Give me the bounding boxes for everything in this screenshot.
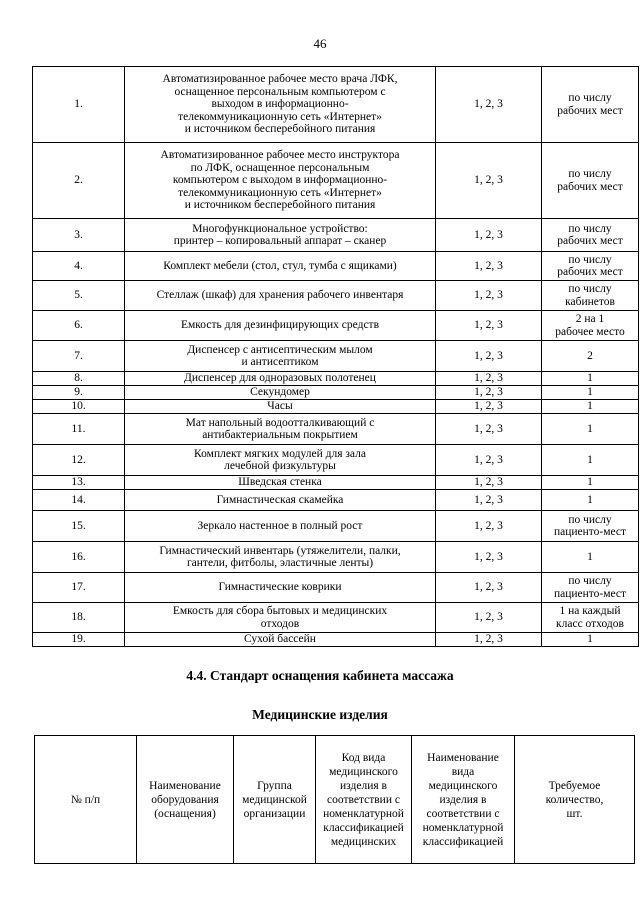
organization-group: 1, 2, 3 xyxy=(436,511,542,542)
table-row xyxy=(33,573,639,603)
row-number: 5. xyxy=(33,281,125,311)
organization-group: 1, 2, 3 xyxy=(436,219,542,252)
organization-group: 1, 2, 3 xyxy=(436,414,542,445)
required-quantity: 1 xyxy=(542,476,639,490)
required-quantity: 1 xyxy=(542,542,639,573)
table-row xyxy=(33,219,639,252)
header-device-type-code: Код вида медицинского изделия в соответствии с номенклатурной классификацией медицинских xyxy=(316,736,412,864)
row-number: 1. xyxy=(33,67,125,143)
equipment-name: Стеллаж (шкаф) для хранения рабочего инвентаря xyxy=(125,281,436,311)
equipment-name: Сухой бассейн xyxy=(125,633,436,647)
table-row xyxy=(33,445,639,476)
table-row xyxy=(33,633,639,647)
equipment-name: Диспенсер для одноразовых полотенец xyxy=(125,372,436,386)
organization-group: 1, 2, 3 xyxy=(436,400,542,414)
organization-group: 1, 2, 3 xyxy=(436,633,542,647)
organization-group: 1, 2, 3 xyxy=(436,603,542,633)
row-number: 7. xyxy=(33,341,125,372)
row-number: 8. xyxy=(33,372,125,386)
required-quantity: по числу пациенто-мест xyxy=(542,573,639,603)
organization-group: 1, 2, 3 xyxy=(436,490,542,511)
required-quantity: 1 xyxy=(542,445,639,476)
table-row xyxy=(33,400,639,414)
required-quantity: по числу рабочих мест xyxy=(542,252,639,281)
row-number: 18. xyxy=(33,603,125,633)
organization-group: 1, 2, 3 xyxy=(436,281,542,311)
required-quantity: 1 xyxy=(542,414,639,445)
required-quantity: 1 xyxy=(542,490,639,511)
equipment-name: Автоматизированное рабочее место врача ЛФК, оснащенное персональным компьютером с выходом в информационно- телекоммуникационную сеть «Интернет» и источником бесперебойного питания xyxy=(125,67,436,143)
organization-group: 1, 2, 3 xyxy=(436,476,542,490)
devices-table-header xyxy=(35,736,635,864)
equipment-name: Секундомер xyxy=(125,386,436,400)
required-quantity: 1 xyxy=(542,633,639,647)
table-row xyxy=(33,252,639,281)
table-row xyxy=(33,311,639,341)
row-number: 2. xyxy=(33,143,125,219)
equipment-name: Шведская стенка xyxy=(125,476,436,490)
equipment-table xyxy=(32,66,639,647)
equipment-name: Комплект мягких модулей для зала лечебной физкультуры xyxy=(125,445,436,476)
header-number: № п/п xyxy=(35,736,137,864)
header-equipment-name: Наименование оборудования (оснащения) xyxy=(137,736,234,864)
header-device-type-name: Наименование вида медицинского изделия в соответствии с номенклатурной классификацией xyxy=(412,736,515,864)
table-row xyxy=(33,476,639,490)
organization-group: 1, 2, 3 xyxy=(436,67,542,143)
organization-group: 1, 2, 3 xyxy=(436,386,542,400)
organization-group: 1, 2, 3 xyxy=(436,445,542,476)
required-quantity: 1 на каждый класс отходов xyxy=(542,603,639,633)
required-quantity: 1 xyxy=(542,372,639,386)
table-row xyxy=(33,490,639,511)
required-quantity: 2 на 1 рабочее место xyxy=(542,311,639,341)
table-row xyxy=(33,511,639,542)
table-row xyxy=(33,386,639,400)
row-number: 13. xyxy=(33,476,125,490)
header-required-quantity: Требуемое количество, шт. xyxy=(515,736,635,864)
equipment-name: Часы xyxy=(125,400,436,414)
organization-group: 1, 2, 3 xyxy=(436,372,542,386)
subsection-title: Медицинские изделия xyxy=(252,707,388,722)
row-number: 19. xyxy=(33,633,125,647)
table-row xyxy=(33,67,639,143)
devices-table xyxy=(34,735,635,864)
equipment-name: Зеркало настенное в полный рост xyxy=(125,511,436,542)
section-title: 4.4. Стандарт оснащения кабинета массажа xyxy=(186,668,454,683)
equipment-name: Гимнастическая скамейка xyxy=(125,490,436,511)
required-quantity: по числу пациенто-мест xyxy=(542,511,639,542)
organization-group: 1, 2, 3 xyxy=(436,311,542,341)
required-quantity: по числу рабочих мест xyxy=(542,67,639,143)
required-quantity: по числу рабочих мест xyxy=(542,219,639,252)
organization-group: 1, 2, 3 xyxy=(436,143,542,219)
page-number: 46 xyxy=(313,36,327,51)
row-number: 14. xyxy=(33,490,125,511)
equipment-name: Мат напольный водоотталкивающий с антибактериальным покрытием xyxy=(125,414,436,445)
equipment-name: Многофункциональное устройство: принтер – копировальный аппарат – сканер xyxy=(125,219,436,252)
organization-group: 1, 2, 3 xyxy=(436,542,542,573)
row-number: 10. xyxy=(33,400,125,414)
organization-group: 1, 2, 3 xyxy=(436,252,542,281)
row-number: 15. xyxy=(33,511,125,542)
equipment-table-body xyxy=(33,67,639,647)
row-number: 3. xyxy=(33,219,125,252)
required-quantity: 1 xyxy=(542,400,639,414)
equipment-name: Автоматизированное рабочее место инструктора по ЛФК, оснащенное персональным компьютером с выходом в информационно- телекоммуникационную сеть «Интернет» и источником бесперебойного питания xyxy=(125,143,436,219)
equipment-name: Емкость для дезинфицирующих средств xyxy=(125,311,436,341)
organization-group: 1, 2, 3 xyxy=(436,573,542,603)
equipment-name: Диспенсер с антисептическим мылом и антисептиком xyxy=(125,341,436,372)
required-quantity: 1 xyxy=(542,386,639,400)
row-number: 6. xyxy=(33,311,125,341)
row-number: 4. xyxy=(33,252,125,281)
equipment-name: Гимнастические коврики xyxy=(125,573,436,603)
table-row xyxy=(33,281,639,311)
equipment-name: Гимнастический инвентарь (утяжелители, палки, гантели, фитболы, эластичные ленты) xyxy=(125,542,436,573)
table-row xyxy=(33,341,639,372)
table-row xyxy=(33,372,639,386)
row-number: 16. xyxy=(33,542,125,573)
header-organization-group: Группа медицинской организации xyxy=(234,736,316,864)
row-number: 9. xyxy=(33,386,125,400)
table-row xyxy=(33,603,639,633)
equipment-name: Комплект мебели (стол, стул, тумба с ящиками) xyxy=(125,252,436,281)
row-number: 12. xyxy=(33,445,125,476)
table-row xyxy=(33,542,639,573)
required-quantity: по числу рабочих мест xyxy=(542,143,639,219)
row-number: 11. xyxy=(33,414,125,445)
table-row xyxy=(33,414,639,445)
required-quantity: 2 xyxy=(542,341,639,372)
required-quantity: по числу кабинетов xyxy=(542,281,639,311)
equipment-name: Емкость для сбора бытовых и медицинских отходов xyxy=(125,603,436,633)
table-row xyxy=(33,143,639,219)
organization-group: 1, 2, 3 xyxy=(436,341,542,372)
row-number: 17. xyxy=(33,573,125,603)
